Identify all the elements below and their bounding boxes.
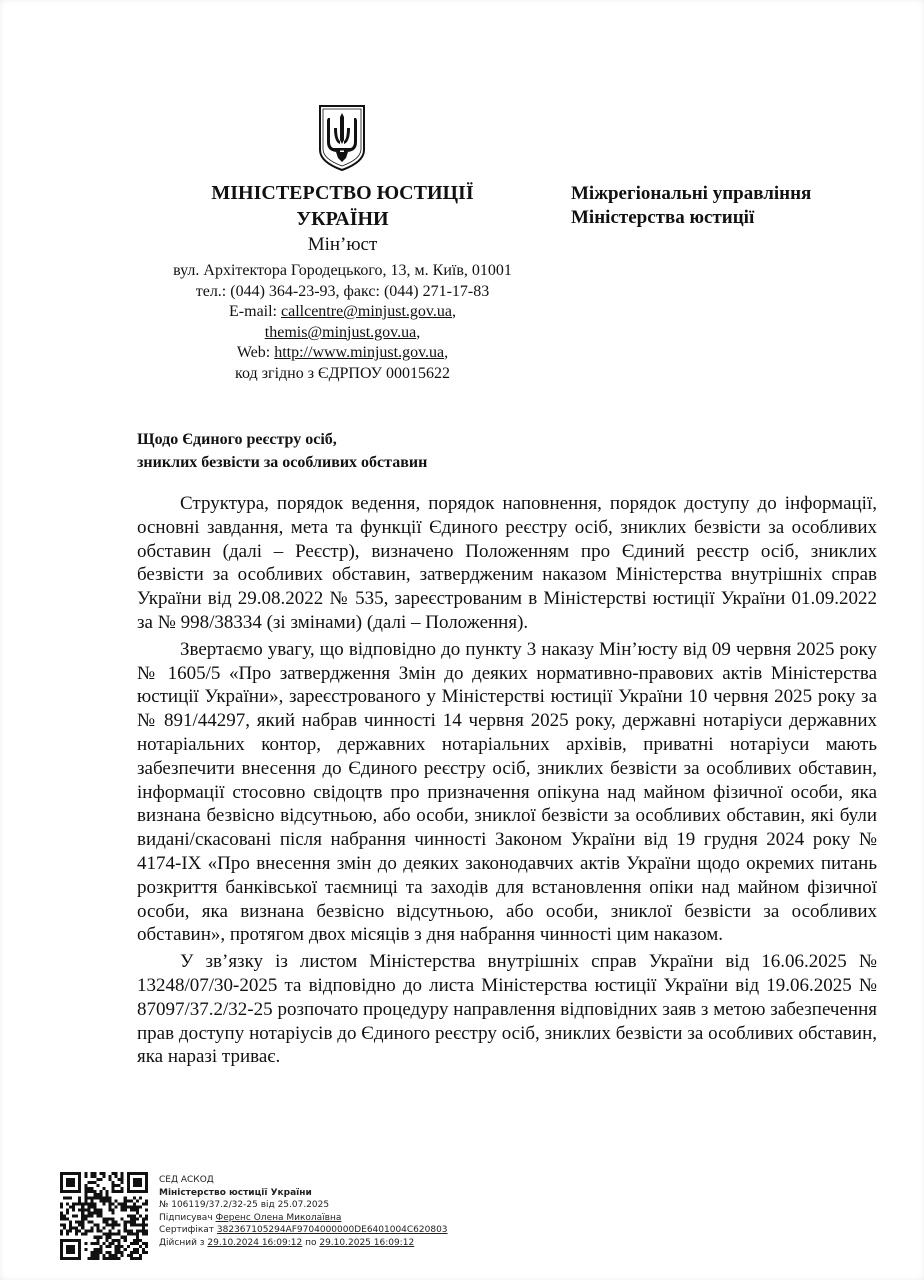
sig-signer-label: Підписувач xyxy=(159,1212,216,1223)
ministry-edrpou: код згідно з ЄДРПОУ 00015622 xyxy=(235,364,450,382)
body-paragraph-1: Структура, порядок ведення, порядок наповнення, порядок доступу до інформації, основні завдання, мета та функції Єдиного реєстру осіб, зниклих безвісти за особливих обставин (далі – Реєстр), визначено Положенням про Єдиний реєстр осіб, зниклих безвісти за особливих обставин, затвердженим наказом Міністерства внутрішніх справ України від 29.08.2022 № 535, зареєстрованим в Міністерстві юстиції України 01.09.2022 за № 998/38334 (зі змінами) (далі – Положення). xyxy=(137,493,877,633)
ministry-name xyxy=(150,180,535,232)
sig-valid-from: 29.10.2024 16:09:12 xyxy=(207,1237,303,1248)
sig-validity-line xyxy=(159,1237,519,1250)
body-paragraph-2: Звертаємо увагу, що відповідно до пункту 3 наказу Мін’юсту від 09 червня 2025 року № 1605/5 «Про затвердження Змін до деяких нормативно-правових актів Міністерства юстиції України», зареєстрованого у Міністерстві юстиції України 10 червня 2025 року за № 891/44297, який набрав чинності 14 червня 2025 року, державні нотаріуси державних нотаріальних контор, державних нотаріальних архівів, приватні нотаріуси мають забезпечити внесення до Єдиного реєстру осіб, зниклих безвісти за особливих обставин, інформації стосовно свідоцтв про призначення опікуна над майном фізичної особи, яка визнана безвісно відсутньою, або особи, зниклої безвісти за особливих обставин, які були видані/скасовані після набрання чинності Законом України від 19 грудня 2024 року № 4174-IX «Про внесення змін до деяких законодавчих актів України щодо окремих питань розкриття банківської таємниці та заходів для встановлення опіки над майном фізичної особи, яка визнана безвісно відсутньою, або особи, зниклої безвісти за особливих обставин», протягом двох місяців з дня набрання чинності цим наказом. xyxy=(137,638,877,946)
ministry-email2-line xyxy=(150,323,535,344)
letter-body xyxy=(137,492,877,1072)
ministry-name-line2: УКРАЇНИ xyxy=(296,208,389,230)
sig-signer-line xyxy=(159,1212,519,1225)
subject-line1: Щодо Єдиного реєстру осіб, xyxy=(137,431,337,448)
qr-code-icon xyxy=(60,1172,148,1260)
sig-cert-number: 382367105294AF9704000000DE6401004C620803 xyxy=(216,1225,448,1235)
sig-signer-name: Ференс Олена Миколаївна xyxy=(215,1212,342,1223)
sig-cert-line xyxy=(159,1224,519,1237)
e-signature-stamp xyxy=(159,1174,519,1249)
email-label: E-mail: xyxy=(229,303,281,320)
ministry-phones: тел.: (044) 364-23-93, факс: (044) 271-17-83 xyxy=(195,282,490,300)
letter-subject xyxy=(137,428,557,474)
sig-reg-number: № 106119/37.2/32-25 від 25.07.2025 xyxy=(159,1200,330,1210)
sig-valid-label: Дійсний з xyxy=(159,1237,208,1248)
sig-valid-to: 29.10.2025 16:09:12 xyxy=(319,1237,415,1248)
web-suffix: , xyxy=(444,344,449,361)
body-paragraph-3: У зв’язку із листом Міністерства внутрішніх справ України від 16.06.2025 № 13248/07/30-2025 та відповідно до листа Міністерства юстиції України від 19.06.2025 № 87097/37.2/32-25 розпочато процедуру направлення відповідних заяв з метою забезпечення прав доступу нотаріусів до Єдиного реєстру осіб, зниклих безвісти за особливих обставин, яка наразі триває. xyxy=(137,951,877,1068)
sig-valid-mid: по xyxy=(302,1237,320,1248)
web-label: Web: xyxy=(236,344,275,361)
email1-suffix: , xyxy=(451,303,456,320)
subject-line2: зниклих безвісти за особливих обставин xyxy=(137,454,428,471)
recipient-block xyxy=(571,182,871,230)
coat-of-arms-trident-icon xyxy=(318,104,366,172)
sig-organization: Міністерство юстиції України xyxy=(159,1187,312,1198)
ministry-short-name: Мін’юст xyxy=(307,234,378,255)
email-link-callcentre[interactable]: callcentre@minjust.gov.ua xyxy=(281,303,452,320)
email2-suffix: , xyxy=(416,323,421,341)
ministry-address: вул. Архітектора Городецького, 13, м. Київ, 01001 xyxy=(173,262,512,279)
ministry-web-line xyxy=(150,343,535,364)
sig-cert-label: Сертифікат xyxy=(159,1225,217,1235)
recipient-line2: Міністерства юстиції xyxy=(571,207,755,228)
ministry-name-line1: МІНІСТЕРСТВО ЮСТИЦІЇ xyxy=(211,182,474,204)
email-link-themis[interactable]: themis@minjust.gov.ua xyxy=(264,323,417,341)
web-link[interactable]: http://www.minjust.gov.ua xyxy=(274,344,445,361)
sig-system: СЕД АСКОД xyxy=(159,1175,214,1185)
ministry-email-line xyxy=(150,302,535,323)
recipient-line1: Міжрегіональні управління xyxy=(571,183,812,204)
ministry-header xyxy=(150,180,535,384)
